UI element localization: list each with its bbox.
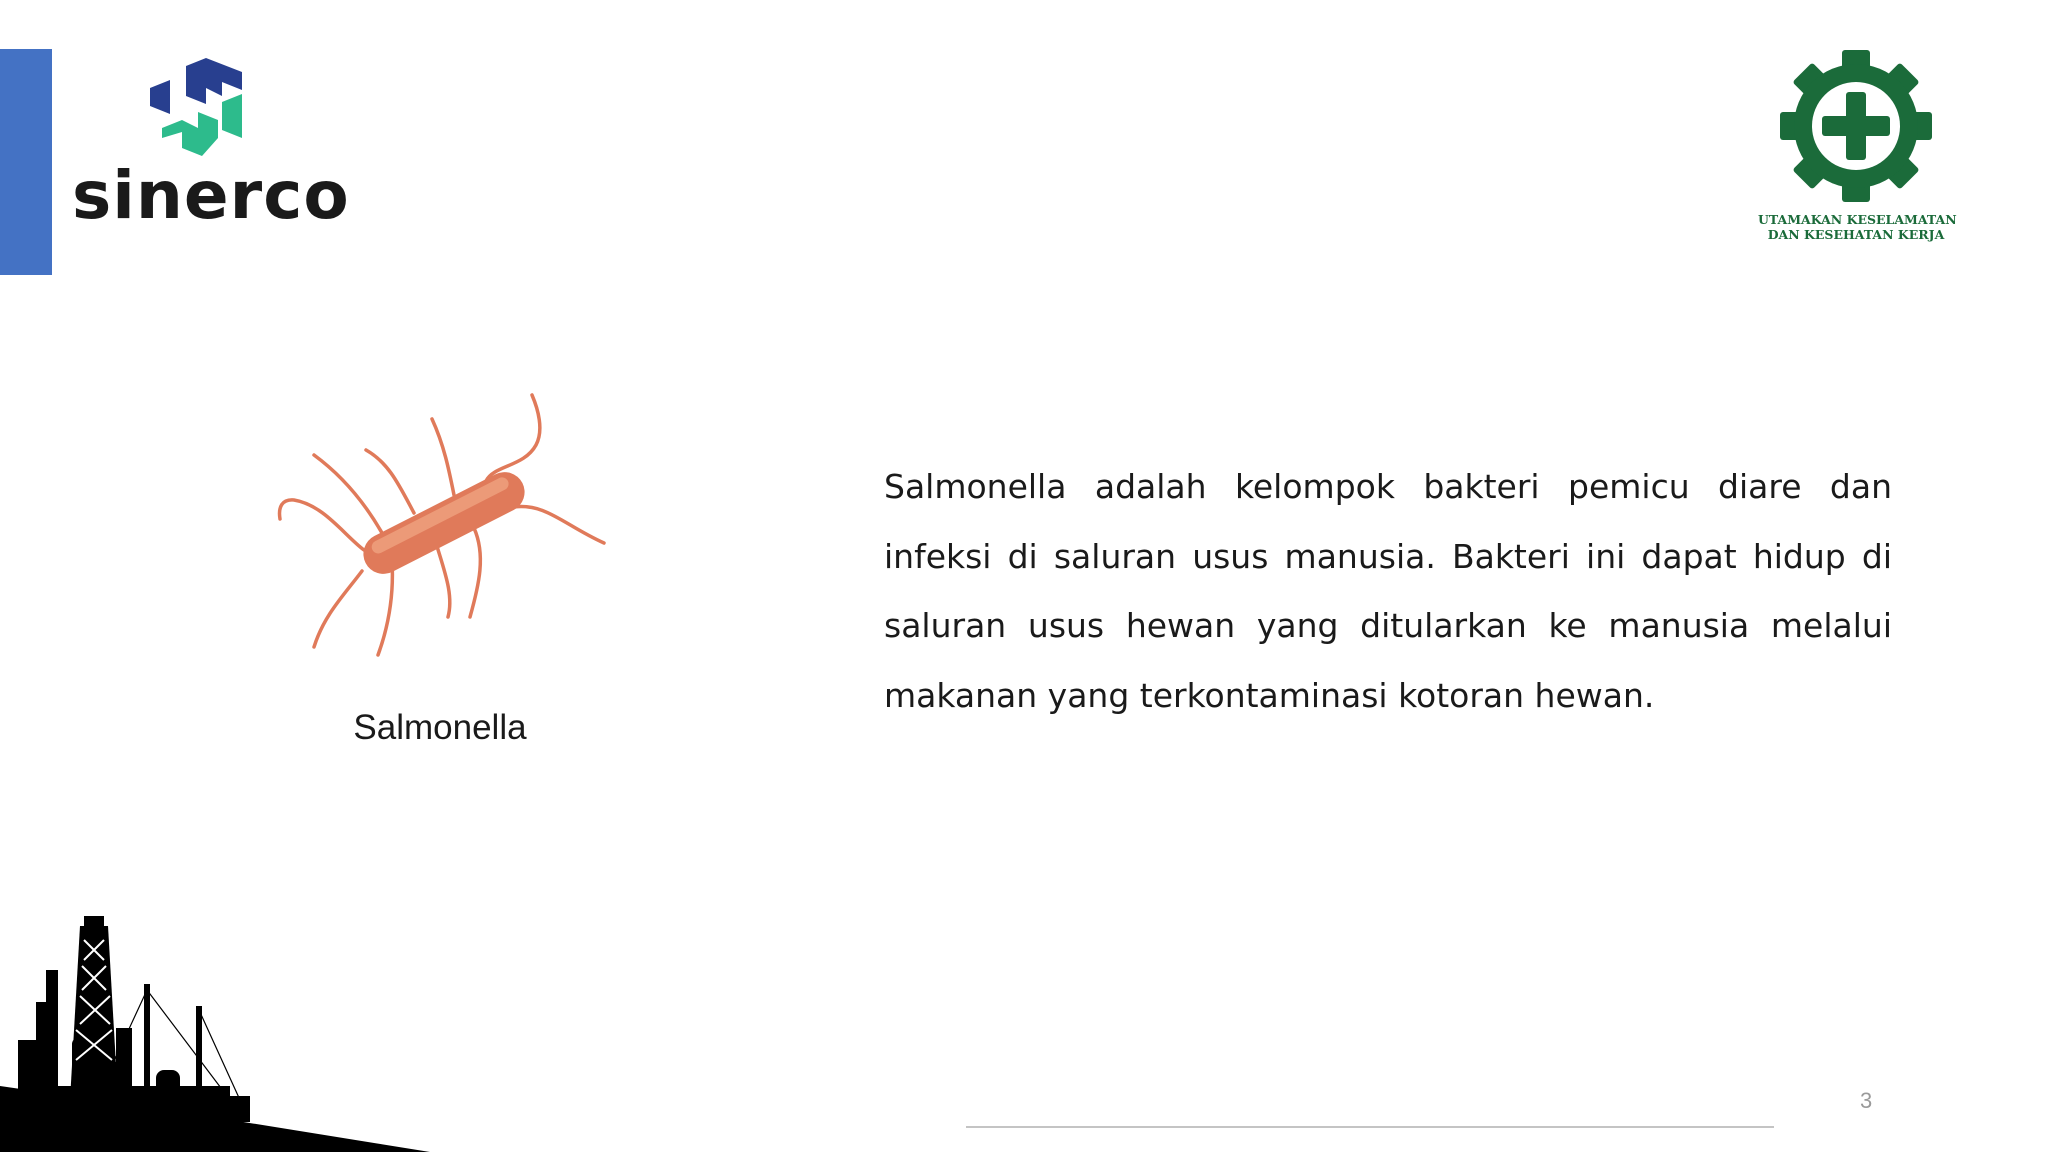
k3-caption-line-2: DAN KESEHATAN KERJA	[1767, 227, 1945, 242]
industrial-skyline-silhouette	[0, 910, 430, 1152]
footer-divider	[966, 1126, 1774, 1128]
k3-caption-line-1: UTAMAKAN KESELAMATAN	[1758, 212, 1957, 227]
k3-badge	[1758, 46, 1957, 246]
page-number: 3	[1860, 1088, 1873, 1113]
accent-bar	[0, 49, 52, 275]
illustration-caption: Salmonella	[353, 708, 527, 747]
sinerco-logo	[72, 58, 350, 238]
brand-name: sinerco	[72, 157, 350, 234]
sinerco-logo-mark-icon	[142, 58, 262, 168]
body-paragraph: Salmonella adalah kelompok bakteri pemicu diare dan infeksi di saluran usus manusia. Bakteri ini dapat hidup di saluran usus hewan yang ditularkan ke manusia melalui makanan yang terkontaminasi kotoran hewan.	[884, 467, 1892, 715]
safety-gear-cross-icon	[1776, 46, 1936, 206]
bacteria-illustration	[274, 385, 624, 670]
